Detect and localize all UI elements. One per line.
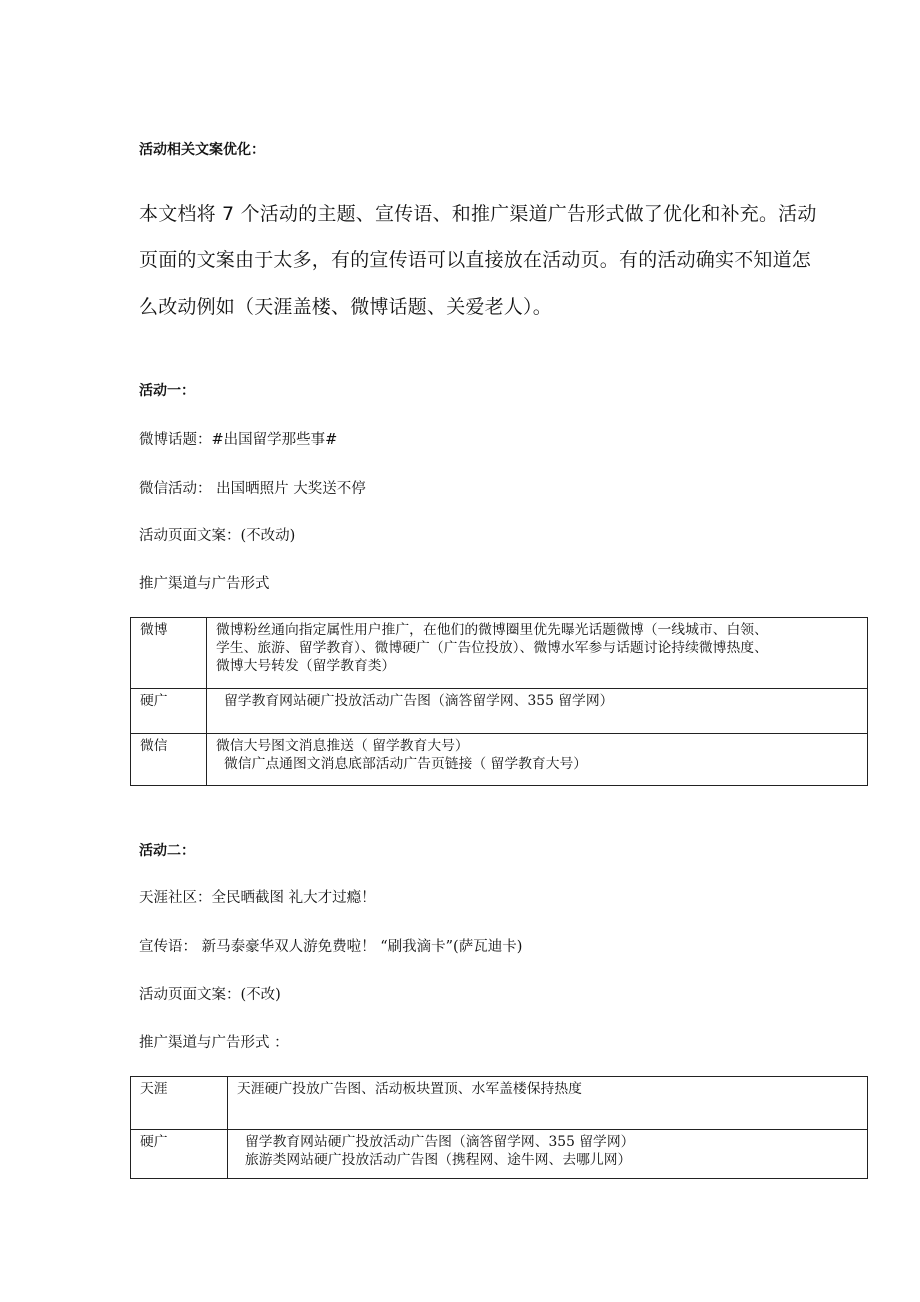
channel-cell: 天涯 — [131, 1077, 228, 1130]
activity1-wechat-activity: 微信活动： 出国晒照片 大奖送不停 — [139, 481, 366, 497]
table-row — [131, 1130, 868, 1179]
table-row — [131, 1077, 868, 1130]
activity1-heading: 活动一： — [139, 383, 195, 399]
table-row — [131, 734, 868, 786]
doc-title: 活动相关文案优化： — [139, 142, 265, 158]
detail-cell — [207, 618, 868, 689]
detail-cell — [207, 689, 868, 734]
table-row — [131, 689, 868, 734]
activity2-channel-table — [130, 1076, 868, 1179]
activity1-channels-label: 推广渠道与广告形式 — [139, 576, 270, 592]
activity1-channel-table — [130, 617, 868, 786]
table-row — [131, 618, 868, 689]
detail-line: 天涯硬广投放广告图、活动板块置顶、水军盖楼保持热度 — [237, 1081, 582, 1097]
channel-cell: 硬广 — [131, 689, 207, 734]
intro-line-3: 么改动例如（天涯盖楼、微博话题、关爱老人）。 — [139, 296, 552, 318]
detail-line: 微信大号图文消息推送（ 留学教育大号） — [216, 738, 469, 754]
channel-cell: 微信 — [131, 734, 207, 786]
intro-line-2: 页面的文案由于太多，有的宣传语可以直接放在活动页。有的活动确实不知道怎 — [139, 249, 812, 271]
activity1-weibo-topic: 微博话题：#出国留学那些事# — [139, 432, 338, 448]
activity2-channels-label: 推广渠道与广告形式 ： — [139, 1035, 289, 1051]
activity1-page-copy: 活动页面文案：(不改动) — [139, 528, 296, 544]
detail-line: 留学教育网站硬广投放活动广告图（滴答留学网、355 留学网） — [245, 1134, 635, 1150]
intro-line-1: 本文档将 7 个活动的主题、宣传语、和推广渠道广告形式做了优化和补充。活动 — [139, 203, 817, 225]
activity2-heading: 活动二： — [139, 843, 195, 859]
detail-line: 微信广点通图文消息底部活动广告页链接（ 留学教育大号） — [224, 756, 588, 772]
detail-cell — [228, 1077, 868, 1130]
activity2-tianya: 天涯社区：全民晒截图 礼大才过瘾！ — [139, 890, 376, 906]
detail-line: 微博大号转发（留学教育类） — [216, 658, 396, 674]
channel-cell: 微博 — [131, 618, 207, 689]
activity2-page-copy: 活动页面文案：(不改) — [139, 987, 281, 1003]
channel-cell: 硬广 — [131, 1130, 228, 1179]
detail-cell — [207, 734, 868, 786]
detail-cell — [228, 1130, 868, 1179]
detail-line: 学生、旅游、留学教育）、微博硬广（广告位投放）、微博水军参与话题讨论持续微博热度、 — [216, 640, 768, 656]
detail-line: 留学教育网站硬广投放活动广告图（滴答留学网、355 留学网） — [224, 693, 614, 709]
detail-line: 微博粉丝通向指定属性用户推广，在他们的微博圈里优先曝光话题微博（一线城市、白领、 — [216, 622, 768, 638]
activity2-slogan: 宣传语： 新马泰豪华双人游免费啦！ “刷我滴卡”(萨瓦迪卡) — [139, 939, 523, 955]
detail-line: 旅游类网站硬广投放活动广告图（携程网、途牛网、去哪儿网） — [245, 1152, 632, 1168]
